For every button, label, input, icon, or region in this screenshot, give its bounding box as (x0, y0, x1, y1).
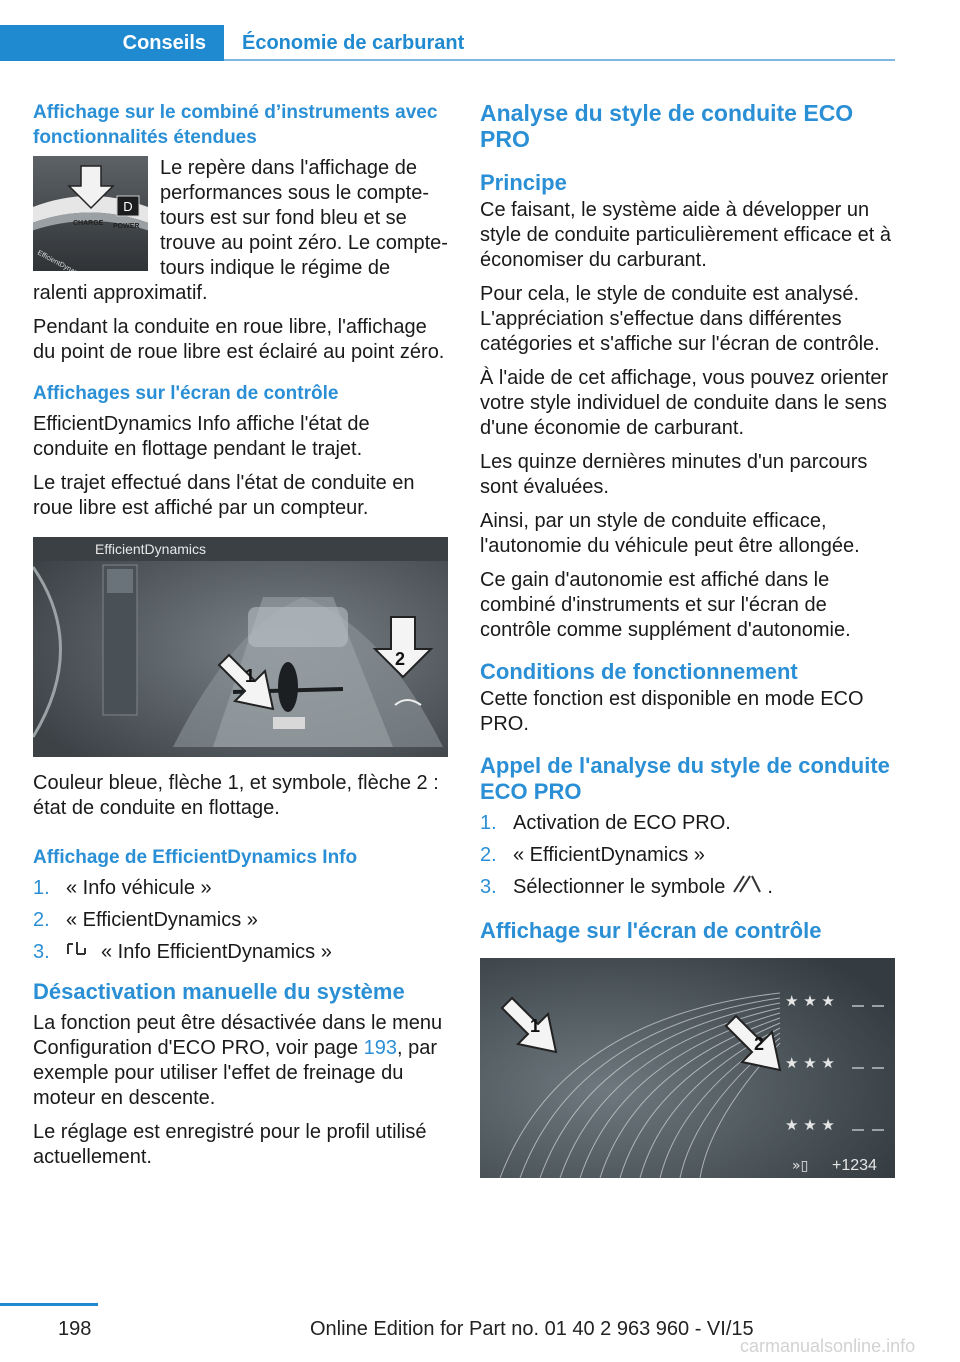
principle-p2: Pour cela, le style de conduite est analysé. L'appréciation s'effectue dans différentes catégories et s'affiche sur l'écran de contrôle. (480, 283, 880, 355)
charge-label: CHARGE (73, 220, 104, 227)
fuel-range-icon: »▯ (792, 1158, 809, 1174)
list-item: 2. « EfficientDynamics » (33, 909, 258, 931)
page-header (0, 25, 895, 61)
caption-paragraph: Couleur bleue, flèche 1, et symbole, flèche 2 : état de conduite en flottage. (33, 772, 439, 819)
heading-conditions: Conditions de fonctionnement (480, 659, 798, 684)
principle-p3: À l'aide de cet affichage, vous pouvez orienter votre style individuel de conduite dans le sens d'une économie de carburant. (480, 367, 889, 439)
manual-paragraph: La fonction peut être désactivée dans le menu Configuration d'ECO PRO, voir page 193, par exemple pour utiliser l'effet de freinage du moteur en descente. (33, 1012, 443, 1109)
road-symbol-icon (725, 875, 767, 900)
list-item: 2. « EfficientDynamics » (480, 844, 705, 866)
heading-control-display: Affichages sur l'écran de contrôle (33, 383, 339, 404)
page-link[interactable]: 193 (363, 1037, 398, 1059)
call-steps (480, 811, 895, 900)
list-item: 3. « Info EfficientDynamics » (33, 941, 332, 963)
instrument-cluster-image (33, 156, 148, 271)
figure1-title: EfficientDynamics (95, 541, 207, 557)
page-number: 198 (58, 1318, 92, 1340)
counter-paragraph: Le trajet effectué dans l'état de conduite en roue libre est affiché par un compteur. (33, 472, 415, 519)
saved-paragraph: Le réglage est enregistré pour le profil utilisé actuellement. (33, 1121, 427, 1168)
intro-paragraph: Le repère dans l'affichage de performances sous le compte-tours est sur fond bleu et se trouve au point zéro. Le compte-tours indique le régime de ralenti approximatif. (33, 157, 448, 304)
principle-p5: Ainsi, par un style de conduite efficace, l'autonomie du véhicule peut être allongée. (480, 510, 860, 557)
list-item: 3. Sélectionner le symbole . (480, 876, 773, 898)
heading-combined-display: Affichage sur le combiné d’instruments avec fonctionnalités étendues (33, 102, 438, 148)
rating-stars-2: ★ ★ ★ (785, 1054, 835, 1072)
heading-display: Affichage sur l'écran de contrôle (480, 918, 822, 943)
figure1-arrow2-label: 2 (395, 649, 406, 669)
range-gain-value: +1234 (832, 1157, 877, 1174)
ed-info-steps (33, 876, 448, 965)
power-label: POWER (113, 223, 140, 230)
right-column (480, 100, 895, 1178)
intro-block (33, 156, 448, 306)
left-column (33, 100, 448, 1179)
gear-indicator: D (123, 199, 133, 214)
rating-stars-1: ★ ★ ★ (785, 992, 835, 1010)
driving-style-screen-image (480, 958, 895, 1178)
principle-p1: Ce faisant, le système aide à développer un style de conduite particulièrement efficace et à économiser du carburant. (480, 199, 891, 271)
rating-stars-3: ★ ★ ★ (785, 1116, 835, 1134)
figure1-arrow1-label: 1 (245, 666, 256, 686)
edition-label: Online Edition for Part no. 01 40 2 963 960 - VI/15 (310, 1318, 754, 1340)
watermark: carmanualsonline.info (740, 1336, 916, 1356)
figure2-arrow1-label: 1 (530, 1016, 541, 1036)
chapter-tab[interactable]: Économie de carburant (242, 31, 465, 54)
figure2-arrow2-label: 2 (754, 1034, 765, 1054)
principle-p6: Ce gain d'autonomie est affiché dans le combiné d'instruments et sur l'écran de contrôle comme supplément d'autonomie. (480, 569, 851, 641)
conditions-paragraph: Cette fonction est disponible en mode ECO PRO. (480, 688, 864, 735)
efficientdynamics-screen-image (33, 537, 448, 757)
heading-manual-off: Désactivation manuelle du système (33, 979, 405, 1004)
heading-call: Appel de l'analyse du style de conduite ECO PRO (480, 753, 890, 804)
principle-p4: Les quinze dernières minutes d'un parcours sont évaluées. (480, 451, 868, 498)
list-item: 1. Activation de ECO PRO. (480, 812, 731, 834)
info-paragraph: EfficientDynamics Info affiche l'état de conduite en flottage pendant le trajet. (33, 413, 370, 460)
section-tab[interactable]: Conseils (0, 25, 224, 61)
coast-paragraph: Pendant la conduite en roue libre, l'affichage du point de roue libre est éclairé au point zéro. (33, 316, 445, 363)
heading-principle: Principe (480, 170, 567, 195)
header-rule (224, 59, 895, 61)
efficiency-icon (65, 940, 95, 965)
list-item: 1. « Info véhicule » (33, 877, 212, 899)
heading-analysis: Analyse du style de conduite ECO PRO (480, 100, 854, 152)
footer-rule (0, 1303, 98, 1306)
heading-ed-info: Affichage de EfficientDynamics Info (33, 847, 358, 868)
